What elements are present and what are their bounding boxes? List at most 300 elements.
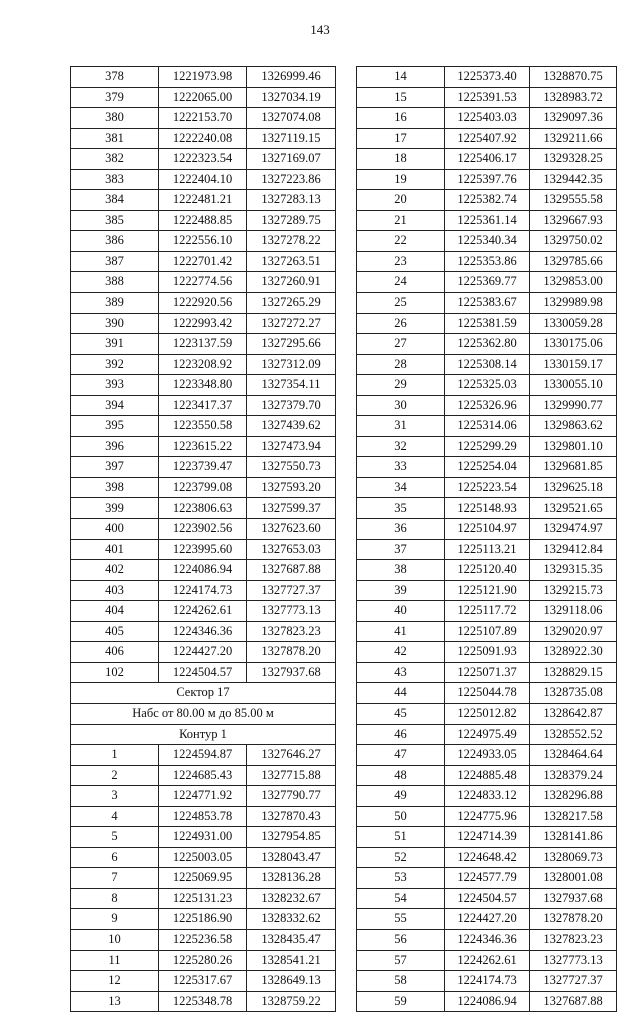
x-coordinate-cell: 1224504.57 xyxy=(445,888,530,909)
point-number-cell: 386 xyxy=(71,231,159,252)
x-coordinate-cell: 1224714.39 xyxy=(445,827,530,848)
point-number-cell: 11 xyxy=(71,950,159,971)
y-coordinate-cell: 1328379.24 xyxy=(530,765,617,786)
table-row xyxy=(357,580,617,601)
y-coordinate-cell: 1328136.28 xyxy=(247,868,336,889)
x-coordinate-cell: 1222323.54 xyxy=(159,149,247,170)
point-number-cell: 402 xyxy=(71,560,159,581)
point-number-cell: 406 xyxy=(71,642,159,663)
point-number-cell: 5 xyxy=(71,827,159,848)
point-number-cell: 37 xyxy=(357,539,445,560)
x-coordinate-cell: 1224086.94 xyxy=(445,991,530,1012)
table-row xyxy=(357,642,617,663)
table-row xyxy=(71,108,336,129)
table-row xyxy=(357,703,617,724)
y-coordinate-cell: 1329328.25 xyxy=(530,149,617,170)
y-coordinate-cell: 1329625.18 xyxy=(530,477,617,498)
point-number-cell: 51 xyxy=(357,827,445,848)
table-row xyxy=(71,950,336,971)
point-number-cell: 403 xyxy=(71,580,159,601)
point-number-cell: 390 xyxy=(71,313,159,334)
y-coordinate-cell: 1327870.43 xyxy=(247,806,336,827)
point-number-cell: 54 xyxy=(357,888,445,909)
x-coordinate-cell: 1225236.58 xyxy=(159,929,247,950)
x-coordinate-cell: 1225406.17 xyxy=(445,149,530,170)
table-row xyxy=(357,868,617,889)
y-coordinate-cell: 1327034.19 xyxy=(247,87,336,108)
point-number-cell: 3 xyxy=(71,786,159,807)
point-number-cell: 46 xyxy=(357,724,445,745)
y-coordinate-cell: 1327379.70 xyxy=(247,395,336,416)
table-row xyxy=(71,745,336,766)
point-number-cell: 50 xyxy=(357,806,445,827)
y-coordinate-cell: 1327773.13 xyxy=(247,601,336,622)
x-coordinate-cell: 1225071.37 xyxy=(445,662,530,683)
x-coordinate-cell: 1225325.03 xyxy=(445,375,530,396)
table-row xyxy=(357,621,617,642)
point-number-cell: 48 xyxy=(357,765,445,786)
y-coordinate-cell: 1327823.23 xyxy=(530,929,617,950)
table-row xyxy=(357,128,617,149)
y-coordinate-cell: 1327773.13 xyxy=(530,950,617,971)
y-coordinate-cell: 1327823.23 xyxy=(247,621,336,642)
y-coordinate-cell: 1327623.60 xyxy=(247,519,336,540)
point-number-cell: 52 xyxy=(357,847,445,868)
y-coordinate-cell: 1328296.88 xyxy=(530,786,617,807)
x-coordinate-cell: 1221973.98 xyxy=(159,67,247,88)
y-coordinate-cell: 1328735.08 xyxy=(530,683,617,704)
y-coordinate-cell: 1328642.87 xyxy=(530,703,617,724)
sector-range-row xyxy=(71,703,336,724)
y-coordinate-cell: 1327937.68 xyxy=(530,888,617,909)
table-row xyxy=(71,971,336,992)
table-row xyxy=(71,642,336,663)
x-coordinate-cell: 1225120.40 xyxy=(445,560,530,581)
point-number-cell: 39 xyxy=(357,580,445,601)
x-coordinate-cell: 1224685.43 xyxy=(159,765,247,786)
point-number-cell: 7 xyxy=(71,868,159,889)
point-number-cell: 4 xyxy=(71,806,159,827)
table-row xyxy=(71,272,336,293)
x-coordinate-cell: 1225381.59 xyxy=(445,313,530,334)
y-coordinate-cell: 1328435.47 xyxy=(247,929,336,950)
table-row xyxy=(71,601,336,622)
point-number-cell: 23 xyxy=(357,251,445,272)
y-coordinate-cell: 1327646.27 xyxy=(247,745,336,766)
y-coordinate-cell: 1327727.37 xyxy=(530,971,617,992)
x-coordinate-cell: 1223208.92 xyxy=(159,354,247,375)
table-row xyxy=(71,231,336,252)
point-number-cell: 56 xyxy=(357,929,445,950)
x-coordinate-cell: 1225012.82 xyxy=(445,703,530,724)
point-number-cell: 400 xyxy=(71,519,159,540)
point-number-cell: 383 xyxy=(71,169,159,190)
x-coordinate-cell: 1225113.21 xyxy=(445,539,530,560)
point-number-cell: 25 xyxy=(357,293,445,314)
point-number-cell: 36 xyxy=(357,519,445,540)
y-coordinate-cell: 1327283.13 xyxy=(247,190,336,211)
table-row xyxy=(357,190,617,211)
table-row xyxy=(71,806,336,827)
point-number-cell: 399 xyxy=(71,498,159,519)
point-number-cell: 53 xyxy=(357,868,445,889)
sector-range: Набс от 80.00 м до 85.00 м xyxy=(71,703,336,724)
table-row xyxy=(71,580,336,601)
table-row xyxy=(71,868,336,889)
y-coordinate-cell: 1328922.30 xyxy=(530,642,617,663)
x-coordinate-cell: 1225348.78 xyxy=(159,991,247,1012)
page-number: 143 xyxy=(310,22,330,37)
x-coordinate-cell: 1225391.53 xyxy=(445,87,530,108)
table-row xyxy=(357,108,617,129)
x-coordinate-cell: 1225353.86 xyxy=(445,251,530,272)
point-number-cell: 19 xyxy=(357,169,445,190)
point-number-cell: 2 xyxy=(71,765,159,786)
table-row xyxy=(71,67,336,88)
table-row xyxy=(71,293,336,314)
x-coordinate-cell: 1225044.78 xyxy=(445,683,530,704)
table-row xyxy=(71,498,336,519)
point-number-cell: 34 xyxy=(357,477,445,498)
x-coordinate-cell: 1225407.92 xyxy=(445,128,530,149)
x-coordinate-cell: 1225117.72 xyxy=(445,601,530,622)
y-coordinate-cell: 1327878.20 xyxy=(247,642,336,663)
x-coordinate-cell: 1225280.26 xyxy=(159,950,247,971)
point-number-cell: 387 xyxy=(71,251,159,272)
table-row xyxy=(71,416,336,437)
point-number-cell: 17 xyxy=(357,128,445,149)
point-number-cell: 47 xyxy=(357,745,445,766)
x-coordinate-cell: 1224885.48 xyxy=(445,765,530,786)
x-coordinate-cell: 1225383.67 xyxy=(445,293,530,314)
x-coordinate-cell: 1222774.56 xyxy=(159,272,247,293)
y-coordinate-cell: 1329853.00 xyxy=(530,272,617,293)
point-number-cell: 394 xyxy=(71,395,159,416)
x-coordinate-cell: 1225382.74 xyxy=(445,190,530,211)
x-coordinate-cell: 1224771.92 xyxy=(159,786,247,807)
y-coordinate-cell: 1329215.73 xyxy=(530,580,617,601)
x-coordinate-cell: 1224174.73 xyxy=(159,580,247,601)
table-row xyxy=(71,888,336,909)
table-row xyxy=(71,436,336,457)
y-coordinate-cell: 1329521.65 xyxy=(530,498,617,519)
y-coordinate-cell: 1328141.86 xyxy=(530,827,617,848)
point-number-cell: 395 xyxy=(71,416,159,437)
y-coordinate-cell: 1327278.22 xyxy=(247,231,336,252)
y-coordinate-cell: 1327289.75 xyxy=(247,210,336,231)
table-row xyxy=(71,149,336,170)
x-coordinate-cell: 1225308.14 xyxy=(445,354,530,375)
y-coordinate-cell: 1327937.68 xyxy=(247,662,336,683)
table-row xyxy=(71,786,336,807)
left-table-rows-bottom xyxy=(71,745,336,1012)
x-coordinate-cell: 1223550.58 xyxy=(159,416,247,437)
point-number-cell: 57 xyxy=(357,950,445,971)
x-coordinate-cell: 1224427.20 xyxy=(159,642,247,663)
table-row xyxy=(357,519,617,540)
table-row xyxy=(357,87,617,108)
y-coordinate-cell: 1330175.06 xyxy=(530,334,617,355)
x-coordinate-cell: 1222920.56 xyxy=(159,293,247,314)
table-row xyxy=(71,87,336,108)
x-coordinate-cell: 1224346.36 xyxy=(445,929,530,950)
table-row xyxy=(71,827,336,848)
x-coordinate-cell: 1222065.00 xyxy=(159,87,247,108)
table-row xyxy=(357,334,617,355)
y-coordinate-cell: 1328870.75 xyxy=(530,67,617,88)
point-number-cell: 16 xyxy=(357,108,445,129)
y-coordinate-cell: 1327223.86 xyxy=(247,169,336,190)
y-coordinate-cell: 1327593.20 xyxy=(247,477,336,498)
x-coordinate-cell: 1225369.77 xyxy=(445,272,530,293)
table-row xyxy=(357,929,617,950)
y-coordinate-cell: 1329785.66 xyxy=(530,251,617,272)
table-row xyxy=(71,765,336,786)
x-coordinate-cell: 1224931.00 xyxy=(159,827,247,848)
y-coordinate-cell: 1329442.35 xyxy=(530,169,617,190)
y-coordinate-cell: 1327599.37 xyxy=(247,498,336,519)
y-coordinate-cell: 1327878.20 xyxy=(530,909,617,930)
table-row xyxy=(71,375,336,396)
x-coordinate-cell: 1222481.21 xyxy=(159,190,247,211)
x-coordinate-cell: 1222404.10 xyxy=(159,169,247,190)
point-number-cell: 396 xyxy=(71,436,159,457)
point-number-cell: 55 xyxy=(357,909,445,930)
contour-title-row xyxy=(71,724,336,745)
x-coordinate-cell: 1223417.37 xyxy=(159,395,247,416)
y-coordinate-cell: 1329097.36 xyxy=(530,108,617,129)
x-coordinate-cell: 1224504.57 xyxy=(159,662,247,683)
table-row xyxy=(71,251,336,272)
point-number-cell: 13 xyxy=(71,991,159,1012)
table-row xyxy=(357,724,617,745)
y-coordinate-cell: 1327687.88 xyxy=(530,991,617,1012)
table-row xyxy=(71,128,336,149)
point-number-cell: 32 xyxy=(357,436,445,457)
point-number-cell: 389 xyxy=(71,293,159,314)
point-number-cell: 30 xyxy=(357,395,445,416)
table-row xyxy=(357,745,617,766)
point-number-cell: 404 xyxy=(71,601,159,622)
point-number-cell: 43 xyxy=(357,662,445,683)
y-coordinate-cell: 1328983.72 xyxy=(530,87,617,108)
x-coordinate-cell: 1225069.95 xyxy=(159,868,247,889)
y-coordinate-cell: 1327550.73 xyxy=(247,457,336,478)
coordinates-table-right xyxy=(356,66,617,1012)
table-row xyxy=(71,313,336,334)
point-number-cell: 380 xyxy=(71,108,159,129)
point-number-cell: 397 xyxy=(71,457,159,478)
y-coordinate-cell: 1328001.08 xyxy=(530,868,617,889)
x-coordinate-cell: 1224648.42 xyxy=(445,847,530,868)
table-row xyxy=(357,888,617,909)
point-number-cell: 12 xyxy=(71,971,159,992)
y-coordinate-cell: 1327439.62 xyxy=(247,416,336,437)
point-number-cell: 44 xyxy=(357,683,445,704)
y-coordinate-cell: 1327169.07 xyxy=(247,149,336,170)
y-coordinate-cell: 1329211.66 xyxy=(530,128,617,149)
x-coordinate-cell: 1225186.90 xyxy=(159,909,247,930)
x-coordinate-cell: 1223739.47 xyxy=(159,457,247,478)
y-coordinate-cell: 1327312.09 xyxy=(247,354,336,375)
table-row xyxy=(71,457,336,478)
x-coordinate-cell: 1225314.06 xyxy=(445,416,530,437)
table-row xyxy=(71,929,336,950)
y-coordinate-cell: 1329990.77 xyxy=(530,395,617,416)
x-coordinate-cell: 1225340.34 xyxy=(445,231,530,252)
y-coordinate-cell: 1327263.51 xyxy=(247,251,336,272)
table-row xyxy=(357,971,617,992)
table-row xyxy=(357,457,617,478)
table-row xyxy=(357,786,617,807)
x-coordinate-cell: 1225373.40 xyxy=(445,67,530,88)
point-number-cell: 401 xyxy=(71,539,159,560)
y-coordinate-cell: 1329989.98 xyxy=(530,293,617,314)
y-coordinate-cell: 1330059.28 xyxy=(530,313,617,334)
y-coordinate-cell: 1328541.21 xyxy=(247,950,336,971)
point-number-cell: 14 xyxy=(357,67,445,88)
point-number-cell: 27 xyxy=(357,334,445,355)
table-row xyxy=(71,847,336,868)
y-coordinate-cell: 1329750.02 xyxy=(530,231,617,252)
x-coordinate-cell: 1224975.49 xyxy=(445,724,530,745)
y-coordinate-cell: 1329020.97 xyxy=(530,621,617,642)
table-row xyxy=(357,477,617,498)
y-coordinate-cell: 1327265.29 xyxy=(247,293,336,314)
point-number-cell: 45 xyxy=(357,703,445,724)
x-coordinate-cell: 1225107.89 xyxy=(445,621,530,642)
point-number-cell: 6 xyxy=(71,847,159,868)
x-coordinate-cell: 1222701.42 xyxy=(159,251,247,272)
y-coordinate-cell: 1330055.10 xyxy=(530,375,617,396)
table-row xyxy=(71,991,336,1012)
table-row xyxy=(357,991,617,1012)
x-coordinate-cell: 1223806.63 xyxy=(159,498,247,519)
table-row xyxy=(71,395,336,416)
point-number-cell: 41 xyxy=(357,621,445,642)
y-coordinate-cell: 1328759.22 xyxy=(247,991,336,1012)
y-coordinate-cell: 1326999.46 xyxy=(247,67,336,88)
x-coordinate-cell: 1224833.12 xyxy=(445,786,530,807)
x-coordinate-cell: 1225003.05 xyxy=(159,847,247,868)
y-coordinate-cell: 1328043.47 xyxy=(247,847,336,868)
point-number-cell: 391 xyxy=(71,334,159,355)
y-coordinate-cell: 1329118.06 xyxy=(530,601,617,622)
sector-header xyxy=(71,683,336,745)
table-row xyxy=(357,560,617,581)
x-coordinate-cell: 1224933.05 xyxy=(445,745,530,766)
x-coordinate-cell: 1222153.70 xyxy=(159,108,247,129)
point-number-cell: 42 xyxy=(357,642,445,663)
y-coordinate-cell: 1329555.58 xyxy=(530,190,617,211)
point-number-cell: 384 xyxy=(71,190,159,211)
point-number-cell: 393 xyxy=(71,375,159,396)
x-coordinate-cell: 1225361.14 xyxy=(445,210,530,231)
sector-title: Сектор 17 xyxy=(71,683,336,704)
point-number-cell: 59 xyxy=(357,991,445,1012)
y-coordinate-cell: 1329412.84 xyxy=(530,539,617,560)
x-coordinate-cell: 1224086.94 xyxy=(159,560,247,581)
table-row xyxy=(357,909,617,930)
x-coordinate-cell: 1223137.59 xyxy=(159,334,247,355)
point-number-cell: 381 xyxy=(71,128,159,149)
coordinates-table-left xyxy=(70,66,336,1012)
table-row xyxy=(357,210,617,231)
x-coordinate-cell: 1225148.93 xyxy=(445,498,530,519)
y-coordinate-cell: 1330159.17 xyxy=(530,354,617,375)
point-number-cell: 385 xyxy=(71,210,159,231)
x-coordinate-cell: 1223615.22 xyxy=(159,436,247,457)
y-coordinate-cell: 1329474.97 xyxy=(530,519,617,540)
table-row xyxy=(357,231,617,252)
table-row xyxy=(357,662,617,683)
x-coordinate-cell: 1224262.61 xyxy=(445,950,530,971)
point-number-cell: 35 xyxy=(357,498,445,519)
y-coordinate-cell: 1327473.94 xyxy=(247,436,336,457)
y-coordinate-cell: 1327260.91 xyxy=(247,272,336,293)
table-row xyxy=(357,272,617,293)
y-coordinate-cell: 1328069.73 xyxy=(530,847,617,868)
table-row xyxy=(357,375,617,396)
x-coordinate-cell: 1222488.85 xyxy=(159,210,247,231)
point-number-cell: 29 xyxy=(357,375,445,396)
point-number-cell: 28 xyxy=(357,354,445,375)
y-coordinate-cell: 1329681.85 xyxy=(530,457,617,478)
point-number-cell: 33 xyxy=(357,457,445,478)
x-coordinate-cell: 1225254.04 xyxy=(445,457,530,478)
table-row xyxy=(357,149,617,170)
right-table-rows xyxy=(357,67,617,1012)
y-coordinate-cell: 1327727.37 xyxy=(247,580,336,601)
table-row xyxy=(71,190,336,211)
table-row xyxy=(71,169,336,190)
y-coordinate-cell: 1327295.66 xyxy=(247,334,336,355)
y-coordinate-cell: 1328464.64 xyxy=(530,745,617,766)
x-coordinate-cell: 1224174.73 xyxy=(445,971,530,992)
x-coordinate-cell: 1224775.96 xyxy=(445,806,530,827)
point-number-cell: 15 xyxy=(357,87,445,108)
point-number-cell: 21 xyxy=(357,210,445,231)
y-coordinate-cell: 1328829.15 xyxy=(530,662,617,683)
table-row xyxy=(71,519,336,540)
point-number-cell: 1 xyxy=(71,745,159,766)
table-row xyxy=(357,950,617,971)
point-number-cell: 405 xyxy=(71,621,159,642)
point-number-cell: 40 xyxy=(357,601,445,622)
y-coordinate-cell: 1327790.77 xyxy=(247,786,336,807)
y-coordinate-cell: 1327354.11 xyxy=(247,375,336,396)
y-coordinate-cell: 1328217.58 xyxy=(530,806,617,827)
point-number-cell: 378 xyxy=(71,67,159,88)
point-number-cell: 49 xyxy=(357,786,445,807)
y-coordinate-cell: 1328649.13 xyxy=(247,971,336,992)
x-coordinate-cell: 1225326.96 xyxy=(445,395,530,416)
contour-title: Контур 1 xyxy=(71,724,336,745)
point-number-cell: 382 xyxy=(71,149,159,170)
table-row xyxy=(357,251,617,272)
x-coordinate-cell: 1225403.03 xyxy=(445,108,530,129)
point-number-cell: 392 xyxy=(71,354,159,375)
table-row xyxy=(357,293,617,314)
x-coordinate-cell: 1225362.80 xyxy=(445,334,530,355)
x-coordinate-cell: 1222240.08 xyxy=(159,128,247,149)
point-number-cell: 18 xyxy=(357,149,445,170)
point-number-cell: 8 xyxy=(71,888,159,909)
x-coordinate-cell: 1225299.29 xyxy=(445,436,530,457)
point-number-cell: 388 xyxy=(71,272,159,293)
x-coordinate-cell: 1223348.80 xyxy=(159,375,247,396)
table-row xyxy=(357,354,617,375)
